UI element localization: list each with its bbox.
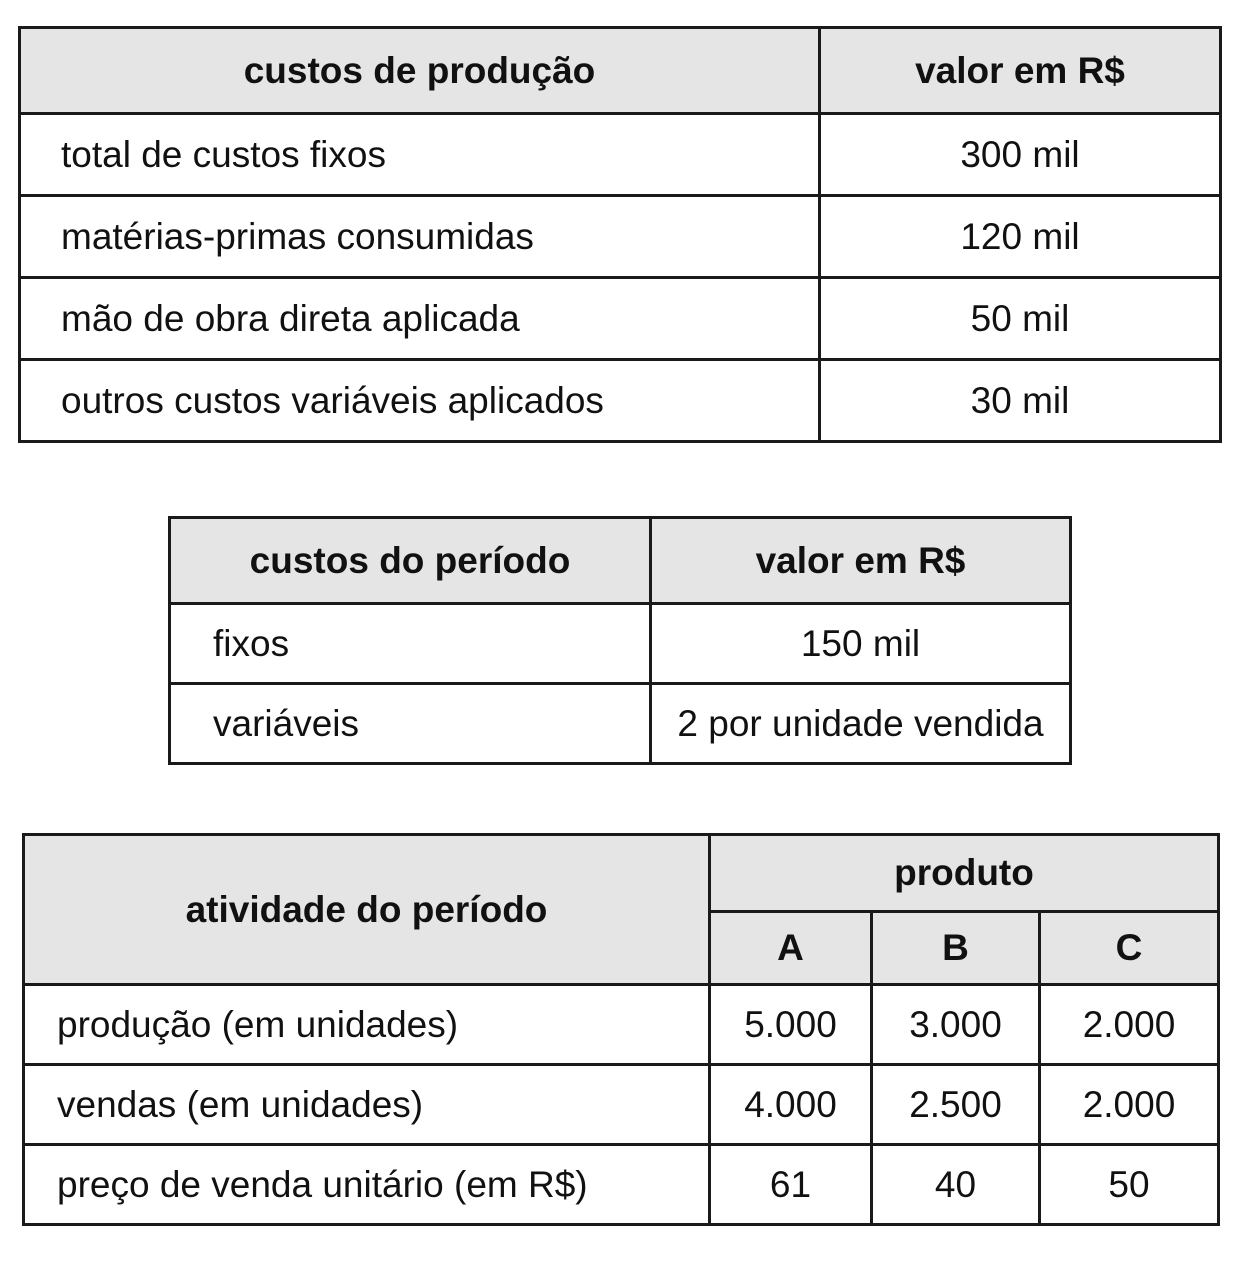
row-label: vendas (em unidades) — [24, 1065, 710, 1145]
column-header: custos do período — [170, 518, 651, 604]
row-value: 120 mil — [820, 196, 1221, 278]
row-value: 2 por unidade vendida — [651, 684, 1071, 764]
product-group-header: produto — [710, 835, 1219, 912]
table-row — [170, 684, 1071, 764]
row-label: variáveis — [170, 684, 651, 764]
table-row — [20, 196, 1221, 278]
cell-value: 4.000 — [710, 1065, 872, 1145]
cell-value: 2.000 — [1040, 1065, 1219, 1145]
table-header-row — [24, 835, 1219, 912]
production-costs-table — [18, 26, 1222, 443]
product-header-a: A — [710, 912, 872, 985]
row-label: produção (em unidades) — [24, 985, 710, 1065]
row-label: outros custos variáveis aplicados — [20, 360, 820, 442]
column-header: custos de produção — [20, 28, 820, 114]
row-value: 30 mil — [820, 360, 1221, 442]
cell-value: 5.000 — [710, 985, 872, 1065]
period-activity-table — [22, 833, 1220, 1226]
table-row — [20, 114, 1221, 196]
table-row — [24, 985, 1219, 1065]
cell-value: 2.000 — [1040, 985, 1219, 1065]
column-header: valor em R$ — [820, 28, 1221, 114]
cell-value: 2.500 — [872, 1065, 1040, 1145]
row-value: 150 mil — [651, 604, 1071, 684]
table-header-row — [20, 28, 1221, 114]
cell-value: 40 — [872, 1145, 1040, 1225]
row-label: preço de venda unitário (em R$) — [24, 1145, 710, 1225]
table-row — [20, 360, 1221, 442]
period-costs-table — [168, 516, 1072, 765]
product-header-c: C — [1040, 912, 1219, 985]
table-header-row — [170, 518, 1071, 604]
row-value: 50 mil — [820, 278, 1221, 360]
row-value: 300 mil — [820, 114, 1221, 196]
activity-header: atividade do período — [24, 835, 710, 985]
row-label: mão de obra direta aplicada — [20, 278, 820, 360]
column-header: valor em R$ — [651, 518, 1071, 604]
table-row — [170, 604, 1071, 684]
table-row — [24, 1065, 1219, 1145]
cell-value: 61 — [710, 1145, 872, 1225]
cell-value: 50 — [1040, 1145, 1219, 1225]
row-label: fixos — [170, 604, 651, 684]
product-header-b: B — [872, 912, 1040, 985]
table-row — [24, 1145, 1219, 1225]
cell-value: 3.000 — [872, 985, 1040, 1065]
table-row — [20, 278, 1221, 360]
row-label: total de custos fixos — [20, 114, 820, 196]
row-label: matérias-primas consumidas — [20, 196, 820, 278]
